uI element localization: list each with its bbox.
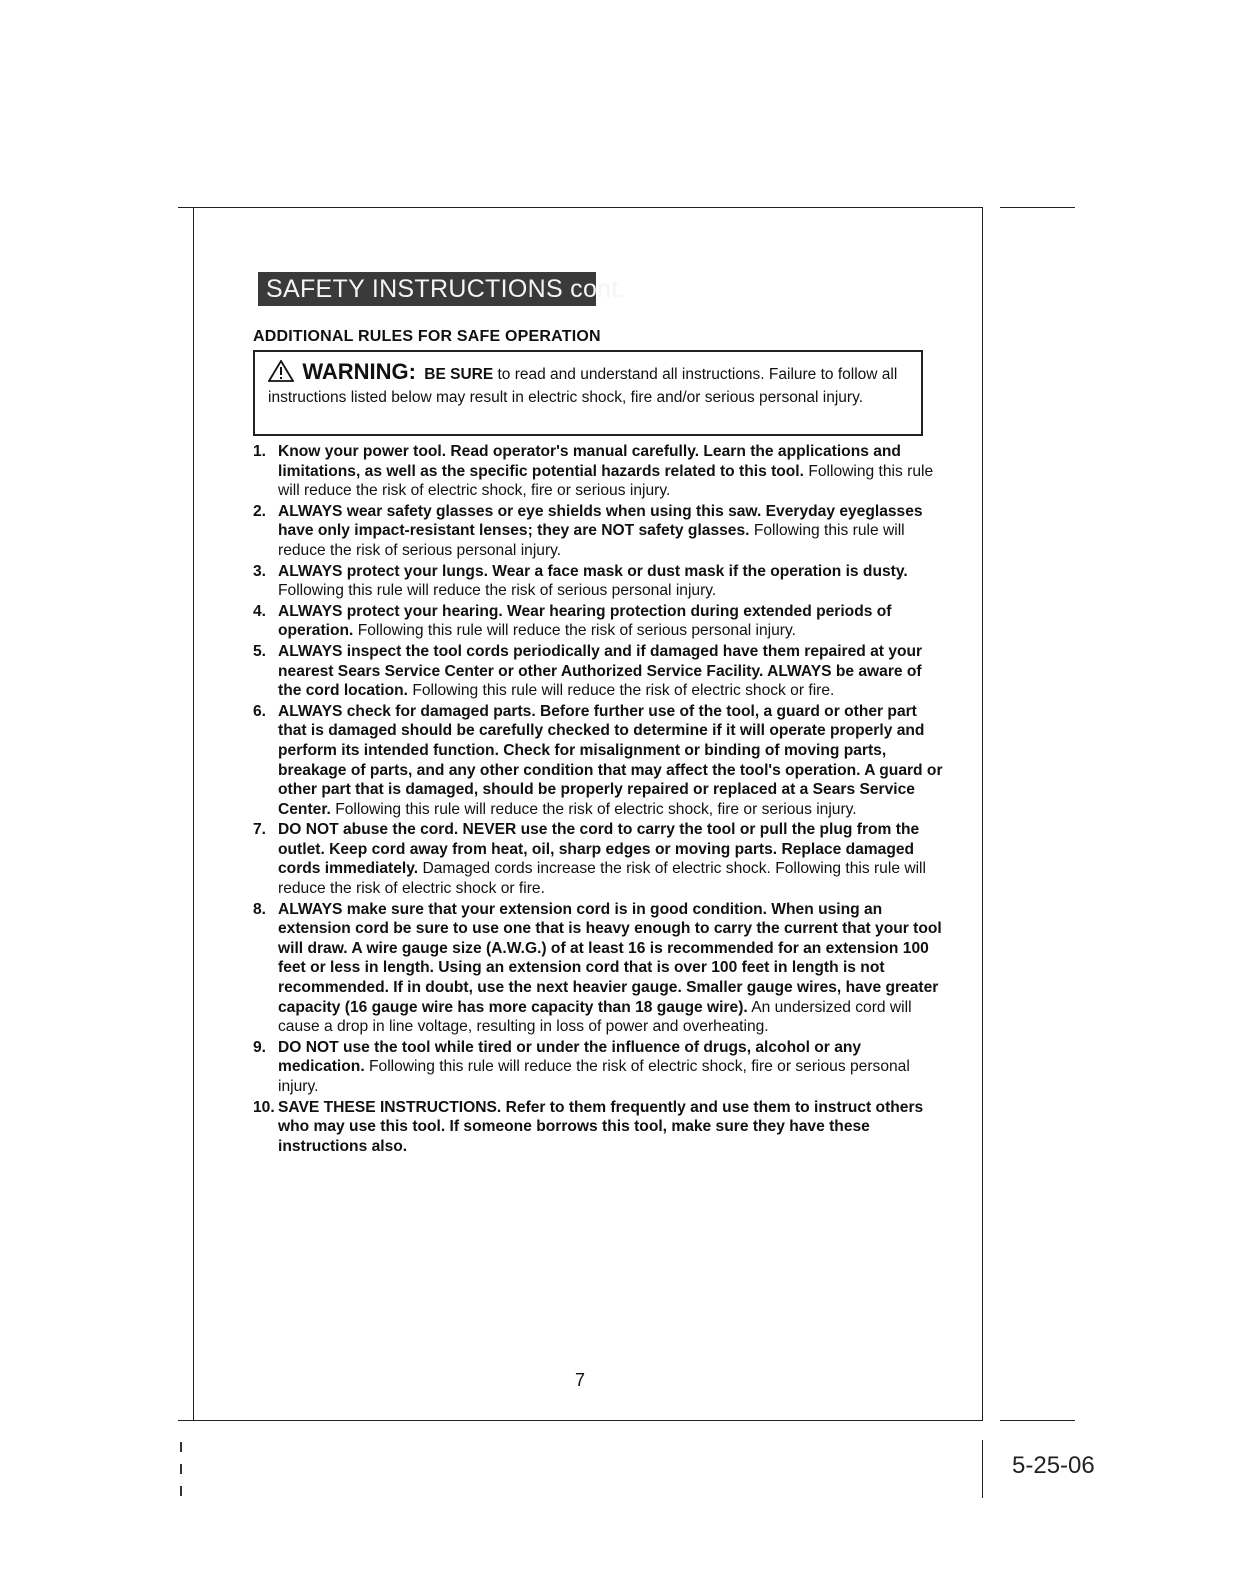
rule-bold-text: ALWAYS wear safety glasses or eye shields when using this saw. Everyday eyeglasses have only impact-resistant lenses; they are NOT safety glasses. <box>278 502 923 540</box>
rule-bold-text: ALWAYS inspect the tool cords periodically and if damaged have them repaired at your nearest Sears Service Center or other Authorized Service Facility. ALWAYS be aware of the cord location. <box>278 642 923 700</box>
rule-plain-text: Following this rule will reduce the risk of serious personal injury. <box>278 522 905 559</box>
rule-item <box>253 602 943 641</box>
rule-number: 8. <box>253 900 267 918</box>
rule-item <box>253 820 943 898</box>
rule-plain-text: Following this rule will reduce the risk of serious personal injury. <box>278 582 717 600</box>
rule-bold-text: ALWAYS make sure that your extension cord is in good condition. When using an extension cord be sure to use one that is heavy enough to carry the current that your tool will draw. A wire gauge size (A.W.G.) of at least 16 is recommended for an extension 100 feet or less in length. Using an extension cord that is over 100 feet in length is not recommended. If in doubt, use the next heavier gauge. Smaller gauge wires, have greater capacity (16 gauge wire has more capacity than 18 gauge wire). <box>278 900 942 1016</box>
frame-top-rule <box>178 207 983 208</box>
rule-item <box>253 1038 943 1097</box>
rule-number: 4. <box>253 602 267 620</box>
rule-plain-text: Following this rule will reduce the risk of electric shock, fire or serious injury. <box>335 800 857 818</box>
rule-item <box>253 702 943 820</box>
rule-plain-text: Damaged cords increase the risk of electric shock. Following this rule will reduce the risk of electric shock or fire. <box>278 860 926 898</box>
rule-item <box>253 442 943 501</box>
rule-bold-text: ALWAYS check for damaged parts. Before further use of the tool, a guard or other part that is damaged should be carefully checked to determine if it will operate properly and perform its intended function. Check for misalignment or binding of moving parts, breakage of parts, and any other condition that may affect the tool's operation. A guard or other part that is damaged, should be properly repaired or replaced at a Sears Service Center. <box>278 702 943 818</box>
rule-bold-text: ALWAYS protect your hearing. Wear hearing protection during extended periods of operation. <box>278 602 892 640</box>
crop-marks <box>180 1442 183 1508</box>
rule-plain-text: Following this rule will reduce the risk of electric shock, fire or serious personal injury. <box>278 1058 910 1095</box>
frame-top-rule-right <box>1000 207 1075 208</box>
warning-triangle-icon <box>268 360 294 388</box>
rule-plain-text: Following this rule will reduce the risk of serious personal injury. <box>357 622 796 640</box>
warning-label: WARNING: <box>302 359 416 384</box>
rule-number: 9. <box>253 1038 267 1056</box>
binding-rule <box>982 1440 983 1498</box>
rule-number: 10. <box>253 1098 275 1116</box>
safety-rules-list <box>253 442 943 1157</box>
warning-lead: BE SURE <box>424 366 494 383</box>
rule-item <box>253 900 943 1037</box>
rule-number: 6. <box>253 702 267 720</box>
rule-bold-text: Know your power tool. Read operator's manual carefully. Learn the applications and limitations, as well as the specific potential hazards related to this tool. <box>278 443 901 480</box>
rule-bold-text: DO NOT abuse the cord. NEVER use the cord to carry the tool or pull the plug from the outlet. Keep cord away from heat, oil, sharp edges or moving parts. Replace damaged cords immediately. <box>278 821 920 878</box>
frame-bottom-rule <box>178 1420 983 1421</box>
rule-plain-text: An undersized cord will cause a drop in line voltage, resulting in loss of power and overheating. <box>278 998 912 1036</box>
rule-number: 3. <box>253 562 267 580</box>
rule-number: 7. <box>253 821 267 839</box>
rule-plain-text: Following this rule will reduce the risk of electric shock, fire or serious injury. <box>278 462 934 500</box>
date-stamp: 5-25-06 <box>1012 1452 1095 1479</box>
page-number: 7 <box>575 1370 586 1390</box>
rule-number: 1. <box>253 443 267 460</box>
frame-left-rule <box>193 207 194 1420</box>
rule-item <box>253 1098 943 1157</box>
section-banner: SAFETY INSTRUCTIONS cont. <box>258 272 596 306</box>
section-subheading: ADDITIONAL RULES FOR SAFE OPERATION <box>253 328 601 345</box>
warning-box <box>253 350 923 436</box>
rule-item <box>253 642 943 701</box>
rule-number: 5. <box>253 642 267 660</box>
rule-item <box>253 562 943 601</box>
rule-bold-text: SAVE THESE INSTRUCTIONS. Refer to them frequently and use them to instruct others who may use this tool. If someone borrows this tool, make sure they have these instructions also. <box>278 1098 924 1155</box>
frame-bottom-rule-right <box>1000 1420 1075 1421</box>
warning-text: to read and understand all instructions. Failure to follow all instructions listed below may result in electric shock, fire and/or serious personal injury. <box>268 366 898 406</box>
rule-bold-text: ALWAYS protect your lungs. Wear a face mask or dust mask if the operation is dusty. <box>278 562 908 580</box>
rule-number: 2. <box>253 502 267 520</box>
rule-item <box>253 502 943 561</box>
rule-plain-text: Following this rule will reduce the risk of electric shock or fire. <box>412 682 835 700</box>
frame-right-rule <box>982 207 983 1420</box>
rule-bold-text: DO NOT use the tool while tired or under the influence of drugs, alcohol or any medication. <box>278 1038 862 1076</box>
